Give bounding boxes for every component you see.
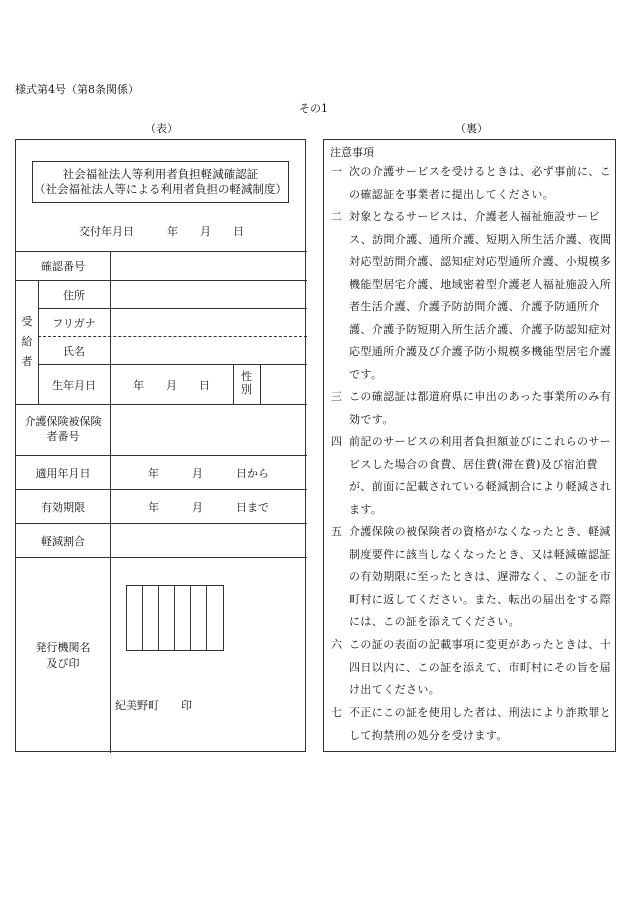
note-text: 前記のサービスの利用者負担額並びにこれらのサービスした場合の食費、居住費(滞在費)及び宿泊費が、前面に記載されている軽減割合により軽減されます。 (349, 435, 612, 516)
note-item (331, 206, 613, 386)
section-label: その1 (299, 102, 328, 115)
front-label: （表） (145, 122, 178, 135)
recipient-char-1: 受 (21, 315, 33, 328)
note-number: 二 (331, 210, 343, 223)
note-item (331, 702, 613, 747)
birth-date-label: 生年月日 (52, 379, 96, 392)
note-item (331, 161, 613, 206)
certificate-title (32, 161, 289, 203)
code-box (191, 586, 207, 650)
code-box (207, 586, 223, 650)
issuer-line-1: 発行機関名 (35, 641, 91, 654)
issuer-label (16, 640, 110, 672)
valid-period-value: 年 月 日まで (148, 501, 269, 514)
reduction-rate-label: 軽減割合 (41, 535, 85, 548)
issuer-name: 紀美野町 印 (115, 699, 192, 712)
title-line-2: （社会福祉法人等による利用者負担の軽減制度） (34, 182, 287, 196)
note-text: 対象となるサービスは、介護老人福祉施設サービス、訪問介護、通所介護、短期入所生活介護、夜間対応型訪問介護、認知症対応型通所介護、小規模多機能型居宅介護、地域密着型介護老人福祉施設入所者生活介護、介護予防訪問介護、介護予防通所介護、介護予防短期入所生活介護、介護予防認知症対応型通所介護及び介護予防小規模多機能型居宅介護です。 (349, 210, 612, 381)
note-item (331, 386, 613, 431)
sex-char-1: 性 (241, 370, 252, 383)
note-text: 介護保険の被保険者の資格がなくなったとき、軽減制度要件に該当しなくなったとき、又は軽減確認証の有効期限に至ったときは、遅滞なく、この証を市町村に返してください。また、転出の届出をする際には、この証を添えてください。 (349, 525, 612, 628)
insured-number-line-2: 者番号 (46, 430, 80, 443)
code-box (143, 586, 159, 650)
code-box (159, 586, 175, 650)
insured-number-label (16, 414, 110, 444)
note-text: この確認証は都道府県に申出のあった事業所のみ有効です。 (349, 390, 612, 426)
notes-heading: 注意事項 (330, 146, 374, 159)
recipient-char-2: 給 (21, 335, 33, 348)
address-label: 住所 (63, 289, 85, 302)
note-text: この証の表面の記載事項に変更があったときは、十四日以内に、この証を添えて、市町村にその旨を届け出てください。 (349, 638, 612, 696)
note-item (331, 634, 613, 702)
back-label: （裏） (455, 122, 488, 135)
note-text: 不正にこの証を使用した者は、刑法により詐欺罪として拘禁刑の処分を受けます。 (349, 706, 612, 742)
recipient-label (16, 312, 38, 372)
note-number: 六 (331, 638, 343, 651)
name-label: 氏名 (63, 345, 85, 358)
note-item (331, 521, 613, 634)
issue-date: 交付年月日 年 月 日 (79, 225, 244, 238)
note-number: 五 (331, 525, 343, 538)
sex-char-2: 別 (241, 383, 252, 396)
note-number: 七 (331, 706, 343, 719)
front-side-form (15, 139, 306, 752)
issuer-code-boxes (126, 585, 224, 651)
note-number: 三 (331, 390, 343, 403)
valid-period-label: 有効期限 (41, 501, 85, 514)
applied-date-label: 適用年月日 (35, 467, 91, 480)
title-line-1: 社会福祉法人等利用者負担軽減確認証 (62, 167, 259, 181)
recipient-char-3: 者 (21, 355, 33, 368)
note-number: 一 (331, 165, 343, 178)
code-box (127, 586, 143, 650)
code-box (175, 586, 191, 650)
back-side-notes (323, 139, 616, 752)
note-item (331, 431, 613, 521)
note-number: 四 (331, 435, 343, 448)
issuer-line-2: 及び印 (46, 657, 80, 670)
furigana-label: フリガナ (52, 317, 96, 330)
insured-number-line-1: 介護保険被保険 (24, 415, 102, 428)
note-text: 次の介護サービスを受けるときは、必ず事前に、この確認証を事業者に提出してください。 (349, 165, 612, 201)
sex-label (233, 370, 260, 396)
applied-date-value: 年 月 日から (148, 467, 269, 480)
confirm-number-label: 確認番号 (41, 260, 85, 273)
form-number: 様式第4号（第8条関係） (15, 83, 139, 96)
birth-date-value: 年 月 日 (133, 379, 210, 392)
